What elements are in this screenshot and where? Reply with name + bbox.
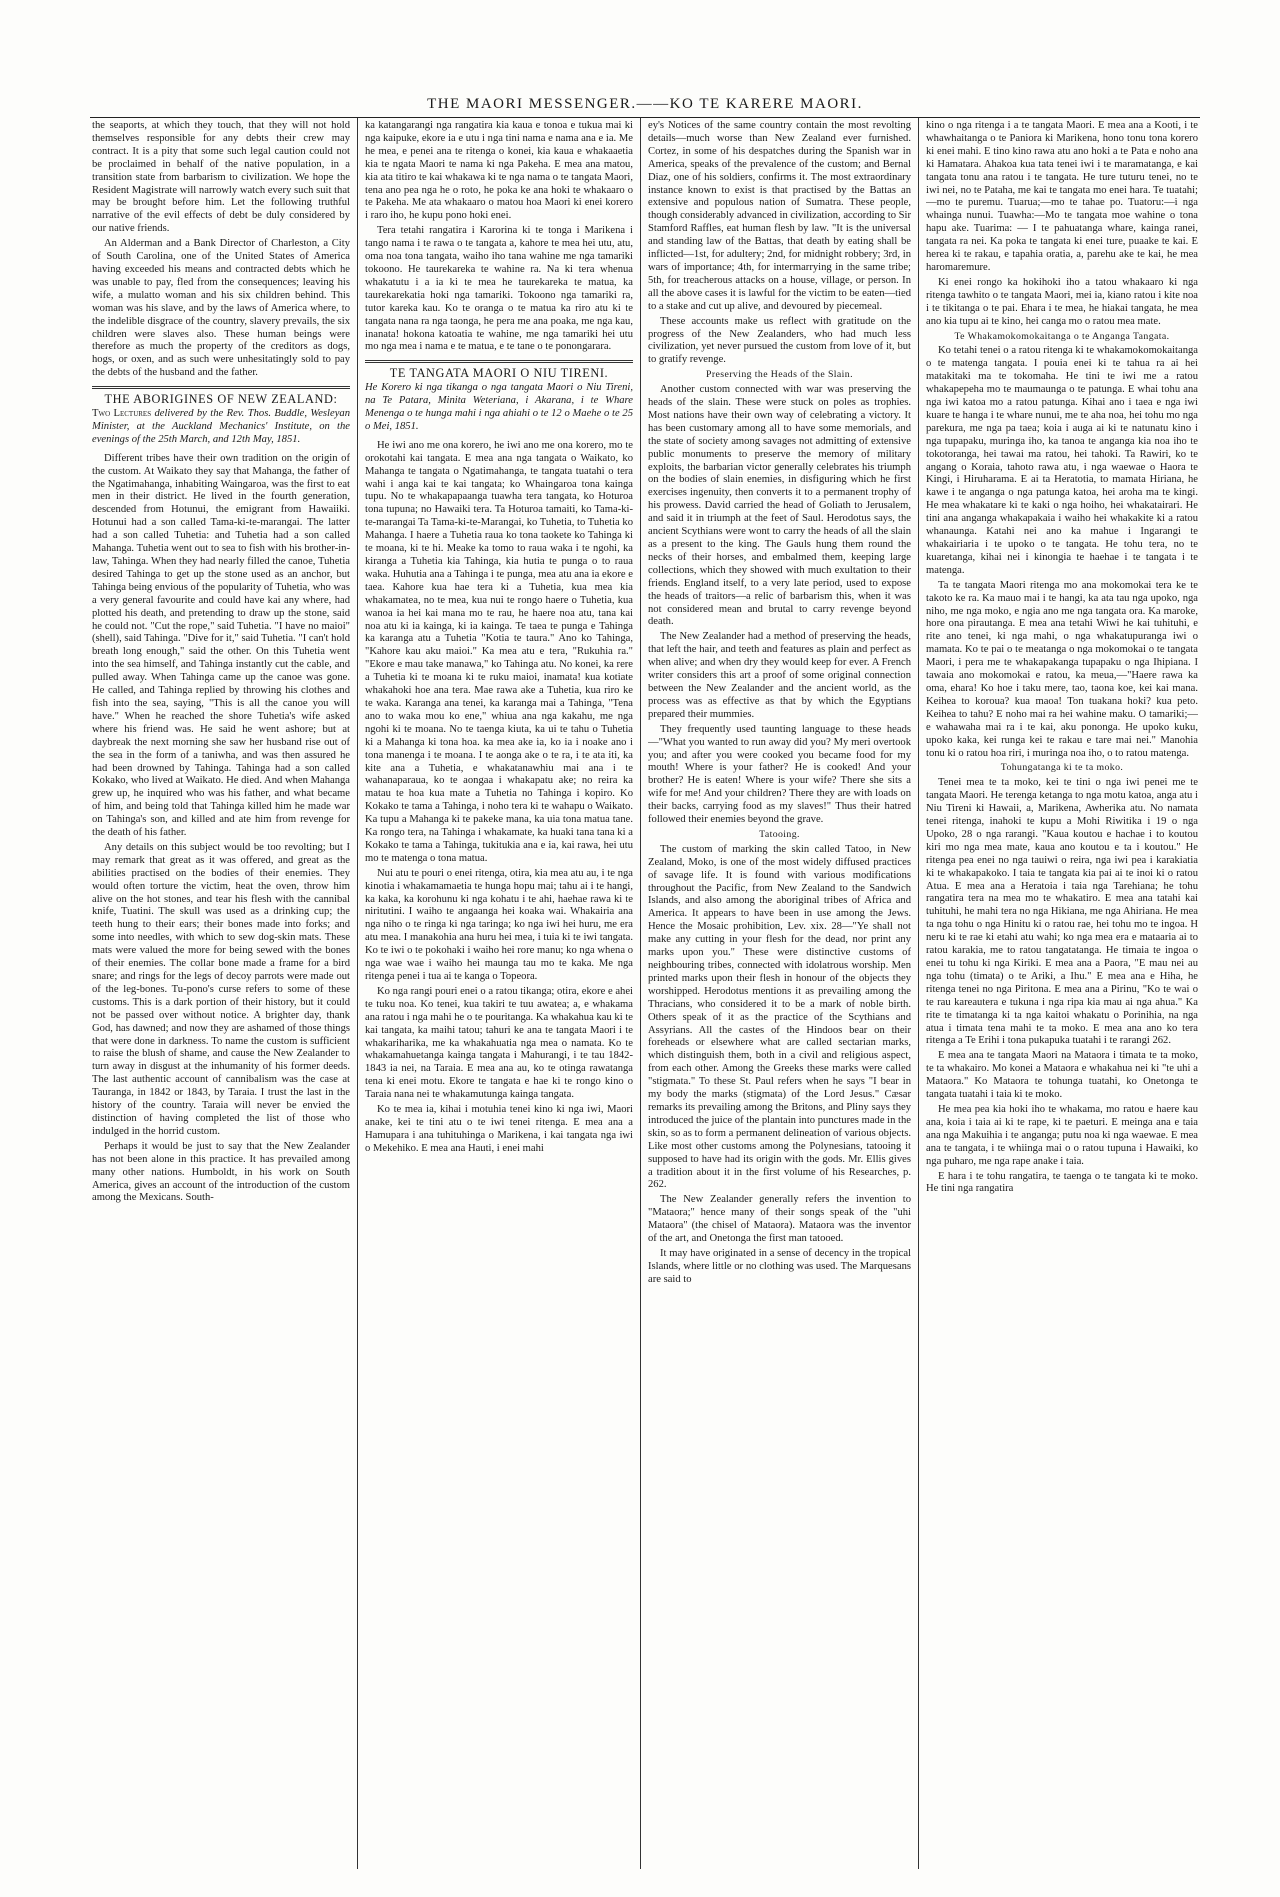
- col2-paragraph-5: Ko nga rangi pouri enei o a ratou tikanga; otira, ekore e ahei te tuku noa. Ko tenei, kua takiri te tuu awatea; a, e whakama ana ratou i nga mahi he o te pouritanga. Ka whakahua kau ki te kai tangata, ka maihi tatou; tahuri ke ana te tangata Maori i te whakariharika, me ka whakahuatia nga mea o namata. Ko te whakamahuetanga kainga tangata i Mahurangi, i te tau 1842-1843 ia nei, na Taraia. E mea ana au, ko te otinga rawatanga tena ki enei motu. Ekore te tangata e hae ki te rongo kino o Taraia nana nei te whakamutunga kainga tangata.: [365, 985, 633, 1101]
- col3-paragraph-3: Another custom connected with war was preserving the heads of the slain. These were stuck on poles as trophies. Most nations have their own way of celebrating a victory. It has been customary among all to have some memorials, and the state of society among savages not admitting of extensive public monuments to preserve the memory of military exploits, the barbarian victor generally celebrates his triumph on the bodies of slain enemies, in disfiguring which he first exercises ingenuity, then converts it to a permanent trophy of his prowess. David carried the head of Goliath to Jerusalem, and said it in triumph at the feet of Saul. Herodotus says, the ancient Scythians were wont to carry the heads of all the slain as a present to the king. The Gauls hung them round the necks of their horses, and embalmed them, keeping large collections, which they showed with much exultation to their friends. England itself, to a very late period, used to expose the heads of traitors—a relic of barbarism this, when it was not considered mean and brutal to carry revenge beyond death.: [648, 384, 911, 628]
- col4-paragraph-7: He mea pea kia hoki iho te whakama, mo ratou e haere kau ana, koia i taia ai ki te rape, ki te paeturi. E meinga ana e taia ana nga Makuihia i te anganga; putu noa ki nga waewae. E mea ana te tangata, i te whiinga mai o o ratou tupuna i Hawaiki, ko nga puharo, me nga rape anake i taia.: [926, 1103, 1198, 1167]
- col2-byline: He Korero ki nga tikanga o nga tangata Maori o Niu Tireni, na Te Patara, Minita Weteriana, i Akarana, i te Whare Menenga o te hunga mahi i nga ahiahi o te 12 o Maehe o te 25 o Mei, 1851.: [365, 382, 633, 432]
- col2-paragraph-3: He iwi ano me ona korero, he iwi ano me ona korero, mo te orokotahi kai tangata. E mea ana nga tangata o Waikato, ko Mahanga te tangata o Ngatimahanga, te tangata tuatahi o tera wahi i anga kai te kai tangata; ko Whaingaroa tona kainga tupu. No te whakapapaanga tuawha tera tangata, ko Hoturoa tona tupuna; no Hawaiki tera. Ta Hoturoa tamaiti, ko Tama-ki-te-marangai Ta Tama-ki-te-Marangai, ko Tuhetia, to Tuhetia ko Mahanga. I haere a Tuhetia raua ko tona taokete ko Tahinga ki te moana, ki te hi. Meake ka tomo to raua waka i te ngohi, ka kiranga a Tuhetia kia Tahinga, kia hutia te punga o to raua waka. Huhutia ana a Tahinga i te punga, mea atu ana ia ekore e taea. Kahore kua hae tera ki a Tuhetia, kua mea kia whakamatea, no te mea, kua nui te rongo haere o Tuhetia, kua wanoa ia hei kai mana mo te rau, he haere noa atu, tana kai noa atu ki ia kainga, ki ia kainga. Te taea te punga e Tahinga ka karanga atu a Tuhetia "Kotia te taura." Ano ko Tahinga, "Kahore kau aku maioi." Ka mea atu e tera, "Rukuhia ra." "Ekore e mau take manawa," ko Tahinga atu. No konei, ka rere a Tuhetia ki te moana ki te ruku maioi, inamata! kua kotiate whakahoki hoe ana tera. Mae rawa ake a Tuhetia, kua riro ke te waka. Karanga ana tenei, ka karanga mai a Tahinga, "Tena ano to waka mou ko ene," whiua ana nga kakahu, me nga ngohi ki te moana. No te taenga kiuta, ka ui te tahu o Tuhetia ki a Mahanga ki tona hoa. ka mea ake ia, ko ia i noake ano i tona manenga i te moana. I te aonga ake o te ra, i te ata iti, ka kite ana a Tuhetia, e whakatanawhiu mai ana i te wahanaparaua, ko te aongaa i whakapatu ake; no reira ka matau te hoa kua mate a Tuhetia no Tahinga i kopiro. Ko Kokako te tama a Tahinga, i noho tera ki te wahapu o Waikato. Ka tupu a Mahanga ki te pakeke mana, ka uia tona matua tane. Ka rongo tera, na Tahinga i whakamate, ka huaki tana tana ki a Kokako te tama a Tahinga, tukitukia ana e ia, kai rawa, hei utu mo te matenga o tona matua.: [365, 439, 633, 864]
- col2-paragraph-2: Tera tetahi rangatira i Karorina ki te tonga i Marikena i tango nama i te rawa o te tangata a, kahore te mea hei utu, atu, oma noa tona tangata, waiho iho tana wahine me nga tamariki tokoono. He taurekareka te wahine ra. Na ki tera whenua whakatutu i a ia ki te mea he taurekareka te matua, ka taurekarekatia hoki nga tamariki. Tokoono nga tamariki ra, tutor kareka kau. Ko te oranga o te matua ka riro atu ki te tangata nana ra nga taonga, he pera me ana poaka, me nga kau, inanata! hokona katoatia te wahine, me nga tamariki hei utu mo nga mea i nama e te matua, e te tane o te ponongarara.: [365, 225, 633, 353]
- col1-paragraph-5: Perhaps it would be just to say that the New Zealander has not been alone in this practice. It has prevailed among many other nations. Humboldt, in his work on South America, gives an account of the introduction of the custom among the Mexicans. South-: [92, 1140, 350, 1204]
- col3-paragraph-5: They frequently used taunting language to these heads—"What you wanted to run away did you? My meri overtook you; and after you were cooked you became food for my mouth! Where is your father? He is cooked! And your brother? He is eaten! Where is your wife? There she sits a wife for me! And your children? There they are with loads on their backs, carrying food as my slaves!" Thus their hatred followed their enemies beyond the grave.: [648, 723, 911, 826]
- col2-paragraph-6: Ko te mea ia, kihai i motuhia tenei kino ki nga iwi, Maori anake, kei te tini atu o te iwi tenei ritenga. E mea ana a Hamupara i ana tuhituhinga o Marikena, i kai tangata nga iwi o Mekehiko. E mea ana Hauti, i enei mahi: [365, 1104, 633, 1154]
- col1-paragraph-3: Different tribes have their own tradition on the origin of the custom. At Waikato they say that Mahanga, the father of the Ngatimahanga, inhabiting Waingaroa, was the first to eat men in their district. He lived in the fourth generation, descended from Hotunui, the emigrant from Hawaiiki. Hotunui had a son called Tama-ki-te-marangai. The latter had a son called Tuhetia: and Tuhetia had a son called Mahanga. Tuhetia went out to sea to fish with his brother-in-law, Tahinga. When they had nearly filled the canoe, Tuhetia desired Tahinga to get up the stone used as an anchor, but Tahinga being envious of the popularity of Tuhetia, who was a very general favourite and could have kai any where, had plotted his death, and pretending to draw up the stone, said he could not. "Cut the rope," said Tuhetia. "I have no maioi" (shell), said Tahinga. "Dive for it," said Tuhetia. "I can't hold breath long enough," said the other. On this Tuhetia went into the sea himself, and Tahinga instantly cut the cable, and pulled away. When Tahinga came up the canoe was gone. He called, and Tahinga replied by throwing his clothes and fish into the sea, saying, "This is all the canoe you will have." When he reached the shore Tuhetia's wife asked where his friend was. He said he went ashore; but at daybreak the next morning she saw her husband rise out of the sea in the form of a taniwha, and was then assured he had been drowned by Tahinga. Tahinga had a son called Kokako, who lived at Waikato. He died. And when Mahanga grew up, he inquired who was his father, and what became of him, and being told that Tahinga killed him he made war on Tahinga's son, and killed and ate him from revenge for the death of his father.: [92, 452, 350, 839]
- col2-heading: TE TANGATA MAORI O NIU TIRENI.: [389, 366, 609, 381]
- col3-paragraph-6: The custom of marking the skin called Tatoo, in New Zealand, Moko, is one of the most widely diffused practices of savage life. It is found with various modifications throughout the Pacific, from New Zealand to the Sandwich Islands, and also among the aboriginal tribes of Africa and America. It appears to have been in use among the Jews. Hence the Mosaic prohibition, Lev. xix. 28—"Ye shall not make any cutting in your flesh for the dead, nor print any marks upon you." These were distinctive customs of neighbouring tribes, connected with idolatrous worship. Men printed marks upon their flesh in honour of the objects they worshipped. Herodotus mentions it as prevailing among the Thracians, who considered it to be a mark of noble birth. Others speak of it as the practice of the Scythians and Assyrians. All the castes of the Hindoos bear on their foreheads or elsewhere what are called sectarian marks, which distinguish them, both in a civil and religious aspect, from each other. Among the Greeks these marks were called "stigmata." To these St. Paul refers when he says "I bear in my body the marks (stigmata) of the Lord Jesus." Cæsar remarks its prevailing among the Britons, and Pliny says they introduced the juice of the plantain into punctures made in the skin, so as to form a permanent delineation of various objects. Like most other customs among the Polynesians, tatooing it supposed to have had its origin with the gods. Mr. Ellis gives a tradition about it in the first volume of his Researches, p. 262.: [648, 843, 911, 1191]
- col3-paragraph-8: It may have originated in a sense of decency in the tropical Islands, where little or no clothing was used. The Marquesans are said to: [648, 1247, 911, 1285]
- col3-paragraph-7: The New Zealander generally refers the invention to "Mataora;" hence many of their songs speak of the "uhi Mataora" (the chisel of Mataora). Mataora was the inventor of the art, and Onetonga the first man tatooed.: [648, 1194, 911, 1245]
- column-divider-3: [918, 118, 919, 1869]
- col1-byline-rest: delivered by the Rev. Thos. Buddle, Wesleyan Minister, at the Auckland Mechanics' Institute, on the evenings of the 25th March, and 12th May, 1851.: [92, 408, 350, 445]
- col2-paragraph-4: Nui atu te pouri o enei ritenga, otira, kia mea atu au, i te nga kinotia i whakamamaetia te hunga hopu mai; tahu ai i te hangi, ka kaka, ka korohunu ki nga kohatu i te ahi, haehae rawa ki te niritutini. I waiho te angaanga hei koaka wai. Whakairia ana nga niho o te ringa ki nga taringa; ko nga iwi hei huru, me era atu mea. I manakohia ana huru hei mea, i tuia ki te iwi tangata. Ko te iwi o te pokohaki i waiho hei rore manu; ko nga whena o nga wae wae i waiho hei maunga tau mo te kaka. Me nga ritenga penei i tua ai te kanga o Topeora.: [365, 867, 633, 982]
- col1-paragraph-4: Any details on this subject would be too revolting; but I may remark that great as it was offered, and great as the abilities practised on the bodies of their enemies. They would often torture the victim, heat the oven, throw him alive on the hot stones, and tear his flesh with the cannibal knife, Tuatini. The skull was used as a drinking cup; the teeth hung to their ears; their bones made into forks; and some into needles, with which to sew dog-skin mats. These mats were valued the more for being sewed with the bones of their enemies. The collar bone made a frame for a bird snare; and rings for the legs of decoy parrots were made out of the leg-bones. Tu-pono's curse refers to some of these customs. This is a dark portion of their history, but it could not be passed over without notice. A brighter day, thank God, has dawned; and now they are ashamed of those things that were done in darkness. To name the custom is sufficient to raise the blush of shame, and cause the New Zealander to turn away in disgust at the inhumanity of his former deeds. The last authentic account of cannibalism was the case at Tauranga, in 1842 or 1843, by Taraia. I trust the last in the history of the country. Taraia will never be envied the distinction of having completed the list of those who indulged in the horrid custom.: [92, 841, 350, 1137]
- column-1: [92, 120, 350, 1865]
- col4-paragraph-3: Ko tetahi tenei o a ratou ritenga ki te whakamokomokaitanga o te matenga tangata. I pouia enei ki te tahua ra ai hei matakitaki ma te tokomaha. He tini te iwi me a ratou whakapepeha mo te maumaunga o te patunga. E whai tohu ana nga iwi katoa mo a ratou patunga. Kihai ano i taea e nga iwi kuare te hanga i te whare nunui, me te aha noa, hei tohu mo nga parekura, me nga pa taea; koia i auga ai ki te natunatu kino i nga tupapaku, muringa iho, ka tanoa te anganga kia noa iho te tokotoranga, hei tawai ma ratou, hei tahoki. Ta Rawiri, ko te angang o Koraia, tahoto rawa atu, i nga waewae o Haora te Kingi, i Hiruharama. E ai ta Heratotia, to mamata Hiriana, he kawe i te anganga o nga patunga katoa, hei aroha ma te kingi. He mea whakatare ki te kaki o nga hoiho, hei whakatairari. He tini ana anganga whakapakaia i waiho hei whakakite ki a ratou whanaunga. Katahi nei ano ka mahue i Ingarangi te whakairiaria i te upoko o te tangata. He tohu tera, no te kuaretanga, kihai nei i kinongia te haehae i te tangata i te matenga.: [926, 345, 1198, 576]
- col4-paragraph-4: Ta te tangata Maori ritenga mo ana mokomokai tera ke te takoto ke ra. Ka mauo mai i te hangi, ka ata tau nga upoko, nga niho, me nga moko, e ngia ano me nga tangata ora. Ka maroke, hore ona pirautanga. E mea ana tetahi Wiwi he kai tuhituhi, e rite ano tenei, ki nga mahi, o nga whakatupuranga iwi o mamata. Ko te pai o te meatanga o nga mokomokai o te tangata Maori, i pera me te whakapakanga tupapaku o nga Ihipiana. I tawaia ano mokomokai e ratou, ka meua,—"Haere rawa ka oma, ehara! Ko hoe i taku mere, tao, taona koe, kei kai mana. Keihea to koroua? kua maoa! Ton tuakana hoki? kua peto. Keihea to tahu? E noho mai ra hei wahine maku. O tamariki;—e wahawaha mai ra i te kai, aku pononga. He upoko kuku, upoko kaka, kei runga kei te rakau e tare mai nei." Manohia tonu ki o ratou hoa riri, i muringa noa iho, o to ratou matenga.: [926, 579, 1198, 759]
- col3-paragraph-1: ey's Notices of the same country contain the most revolting details—much worse than New Zealand ever furnished. Cortez, in some of his despatches during the Spanish war in America, speaks of the prevalence of the custom; and Bernal Diaz, one of his soldiers, confirms it. The most extraordinary instance known to exist is that practised by the Battas an extensive and populous nation of Sumatra. These people, though considerably advanced in civilization, according to Sir Stamford Raffles, eat human flesh by law. "It is the universal and standing law of the Battas, that death by eating shall be inflicted—1st, for adultery; 2nd, for midnight robbery; 3rd, in wars of importance; 4th, for intermarrying in the same tribe; 5th, for treacherous attacks on a house, village, or person. In all the above cases it is lawful for the victim to be eaten—tied to a stake and cut up alive, and devoured by piecemeal.: [648, 120, 911, 312]
- col3-subheading-2: Tatooing.: [759, 828, 800, 840]
- section-divider: [365, 360, 633, 363]
- col4-paragraph-2: Ki enei rongo ka hokihoki iho a tatou whakaaro ki nga ritenga tawhito o te tangata Maori, mei ia, kiano ratou i kite noa i te tikitanga o te pai. Ehara i te mea, he hiakai tangata, he mea ano kia tupu ai te kino, hei canga mo o ratou mea mate.: [926, 276, 1198, 327]
- col4-paragraph-5: Tenei mea te ta moko, kei te tini o nga iwi penei me te tangata Maori. He terenga ketanga to nga motu katoa, anga atu i Niu Tireni ki Hawaii, a, Marikena, Awherika atu. No namata tenei ritenga, inahoki te kupu a Mohi Riwitika i 19 o nga Upoko, 28 o nga rarangi. "Kaua koutou e hachae i to koutou kiri mo nga mea mate, kaua ano koutou e ta i koutou." He ritenga pea enei no nga tauiwi o reira, nga iwi pea i karakiatia ki te whakapakoko. I taia te tangata kia pai ai te inoi ki o ratou Atua. E mea ana a Heratoia i taia nga Tarehiana; he tohu rangatira tera na mea mo te whakatiro. E mea ana tatahi kai tuhituhi, he mahi tera no nga Hikiana, me nga Ahiriana. He mea ta nga tohu o nga Hinitu ki o ratou rae, hei tohu mo te ingoa. H neru ki te rae ki etahi atu wahi; ko nga mea era e mataaria ai to ratou karakia, me to ratou tangatatanga. He timaia te ingoa o enei tu tohu ki nga Kiriki. E mea ana a Paora, "E mau nei au nga tohu (timata) o te Ariki, a Ihu." E mea ana e Hiha, he ritenga tenei no nga Piritona. E mea ana a Pirinu, "Ko te wai o te rau kareautera e tukuna i nga ripa kia mau ai nga ahua." Ka rite te timatanga ki ta nga kaitoi whakatu o Porinihia, na nga atua i timata tena mahi te ta moko. E mea ana ano ko tera ritenga a Te Erihi i tona pukapuka tuatahi i te rarangi 262.: [926, 777, 1198, 1047]
- col1-paragraph-1: the seaports, at which they touch, that they will not hold themselves responsible for any debts their crew may contract. It is a pity that some such legal caution could not be proclaimed in behalf of the native population, in a transition state from barbarism to civilization. We hope the Resident Magistrate will narrowly watch every such suit that may be brought before him. Let the following truthful narrative of the evil effects of debt be duly considered by our native friends.: [92, 120, 350, 235]
- col3-paragraph-2: These accounts make us reflect with gratitude on the progress of the New Zealanders, who had much less civilization, yet never pursued the custom from love of it, but to gratify revenge.: [648, 315, 911, 366]
- col4-subheading-1: Te Whakamokomokaitanga o te Anganga Tangata.: [954, 330, 1170, 342]
- column-divider-2: [640, 118, 641, 1869]
- column-divider-1: [357, 118, 358, 1869]
- col4-subheading-2: Tohungatanga ki te ta moko.: [1000, 762, 1124, 774]
- col4-paragraph-6: E mea ana te tangata Maori na Mataora i timata te ta moko, te ta whakairo. Mo konei a Mataora e whakahua nei ki "te uhi a Mataora." Ko Mataora te tohunga tuatahi, ko Onetonga te tangata tuatahi i taia ki te moko.: [926, 1050, 1198, 1101]
- col1-heading: THE ABORIGINES OF NEW ZEALAND:: [104, 392, 338, 407]
- col1-byline-lead: Two Lectures: [92, 408, 152, 420]
- col3-paragraph-4: The New Zealander had a method of preserving the heads, that left the hair, and teeth and features as plain and perfect as when alive; and when dry they would keep for ever. A French writer considers this art a proof of some original connection between the New Zealander and the ancient world, as the process was as effective as that by which the Egyptians prepared their mummies.: [648, 631, 911, 720]
- col3-subheading-1: Preserving the Heads of the Slain.: [706, 369, 853, 381]
- masthead-title: THE MAORI MESSENGER.——KO TE KARERE MAORI.: [427, 96, 863, 112]
- col2-paragraph-1: ka katangarangi nga rangatira kia kaua e tonoa e tukua mai ki nga kaipuke, ekore ia e utu i nga tini nama e nama ana e ia. Me he mea, e penei ana te ritenga o konei, kia kaua e whakaaetia kia te ngata Maori te nama ki nga Pakeha. E mea ana matou, kia ata titiro te kai whakawa ki te nga nama o te tangata Maori, tena ano pea nga he o roto, he poka ke ana hoki te whakaaro o te Pakeha. Me ata whakaaro o matou hoa Maori ki enei korero i raro iho, he kupu pono hoki enei.: [365, 120, 633, 222]
- section-divider: [92, 386, 350, 389]
- column-4: [926, 120, 1198, 1865]
- column-3: [648, 120, 911, 1865]
- col4-paragraph-1: kino o nga ritenga i a te tangata Maori. E mea ana a Kooti, i te whawhaitanga o te Paniora ki Marikena, hono tonu tona korero ki enei mahi. E tino kino rawa atu ano hoki a te Pata e noho ana ki Hamatara. Ahakoa kua tata tenei iwi i te maramatanga, e kai tangata tonu ana ratou i te tangata. He ture tuturu tenei, no te iwi nei, no te Pataha, me kai te tangata mo enei hara. Te tuatahi;—mo te puremu. Tuarua;—mo te tahae po. Tuatoru:—i nga whainga nunui. Tuawha:—Mo te tangata moe wahine o tona hapu ake. Tuarima: — I te pahuatanga whare, kainga ranei, tangata ra nei. Ka poka te tangata ki enei ture, puaake te kai. E herea ki te rakau, e tapahia oratia, a, parehu ake te kai, he mea haromaremure.: [926, 120, 1198, 273]
- col1-byline: [92, 408, 350, 447]
- col1-paragraph-2: An Alderman and a Bank Director of Charleston, a City of South Carolina, one of the United States of America having exceeded his means and contracted debts which he was unable to pay, fled from the consequences; leaving his wife, a mulatto woman and his six children behind. This woman was his slave, and by the laws of America where, to the indelible disgrace of the country, slavery prevails, the six children were slaves also. These human beings were therefore as much the property of the creditors as dogs, hogs, or oxen, and as such were unhesitatingly sold to pay the debts of the husband and the father.: [92, 238, 350, 379]
- column-2: [365, 120, 633, 1865]
- masthead-rule: [90, 117, 1200, 118]
- col4-paragraph-8: E hara i te tohu rangatira, te taenga o te tangata ki te moko. He tini nga rangatira: [926, 1170, 1198, 1195]
